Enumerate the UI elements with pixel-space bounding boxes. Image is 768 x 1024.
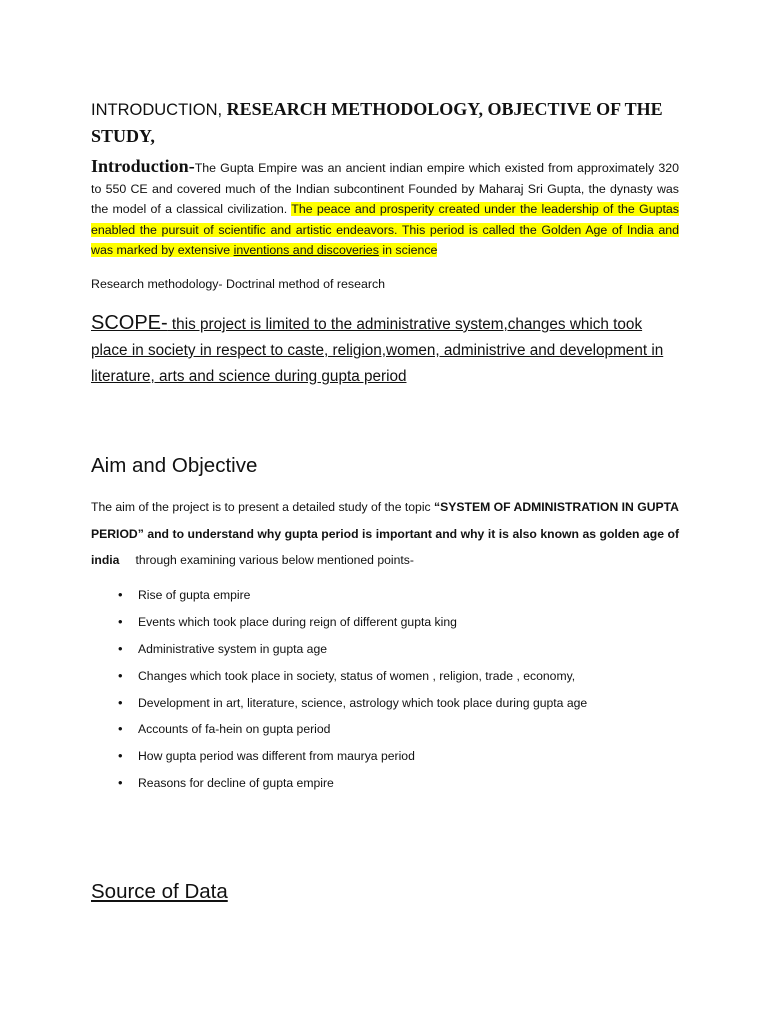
introduction-highlight: The peace and prosperity created under the leadership of the Guptas enabled the pursuit of scientific and artistic endeavors. This period is called the Golden Age of India and was marked by extensive <box>91 202 680 257</box>
scope-text: this project is limited to the administrative system,changes which took place in society in respect to caste, religion,women, administrive and development in literature, arts and science during gupta period <box>91 316 664 385</box>
aim-paragraph <box>91 494 679 574</box>
scope-label: SCOPE- <box>91 312 168 334</box>
research-methodology-line: Research methodology- Doctrinal method of research <box>91 277 386 291</box>
list-item: • Changes which took place in society, status of women , religion, trade , economy, <box>118 666 678 693</box>
title-introduction: INTRODUCTION, <box>91 101 223 119</box>
list-item: • How gupta period was different from maurya period <box>118 746 678 773</box>
source-heading: Source of Data <box>91 880 228 903</box>
aim-heading: Aim and Objective <box>91 454 258 477</box>
introduction-paragraph <box>91 156 679 261</box>
list-item: • Events which took place during reign of different gupta king <box>118 612 678 639</box>
list-item: • Development in art, literature, science, astrology which took place during gupta age <box>118 693 678 720</box>
aim-topic: “SYSTEM OF ADMINISTRATION IN GUPTA PERIOD” and to understand why gupta period is important and why it is also known as golden age of india <box>91 500 679 567</box>
list-item: • Accounts of fa-hein on gupta period <box>118 719 678 746</box>
aim-text-end: through examining various below mentioned points- <box>135 553 414 567</box>
introduction-highlight-end: in science <box>378 243 438 257</box>
aim-text: The aim of the project is to present a detailed study of the topic <box>91 500 435 514</box>
scope-paragraph <box>91 310 679 390</box>
title-rest: RESEARCH METHODOLOGY, OBJECTIVE OF THE STUDY, <box>91 99 663 146</box>
list-item: • Administrative system in gupta age <box>118 639 678 666</box>
introduction-lead: Introduction- <box>91 156 195 176</box>
introduction-text: The Gupta Empire was an ancient indian empire which existed from approximately 320 to 550 CE and covered much of the Indian subcontinent Founded by Maharaj Sri Gupta, the dynasty was the model of a classical civilization. <box>91 161 679 216</box>
list-item: • Reasons for decline of gupta empire <box>118 773 678 800</box>
page-title <box>91 96 679 150</box>
list-item: • Rise of gupta empire <box>118 585 678 612</box>
objective-list <box>118 585 678 800</box>
introduction-highlight-underlined: inventions and discoveries <box>233 243 379 257</box>
